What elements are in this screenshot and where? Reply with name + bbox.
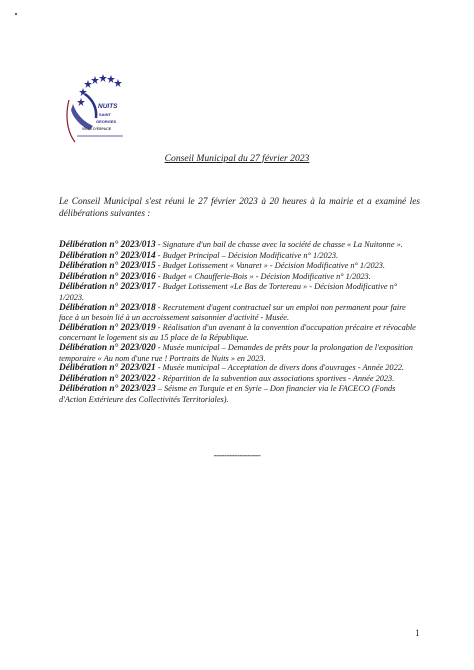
logo-stars bbox=[77, 74, 122, 106]
deliberation-text: - Réalisation d'un avenant à la convention d'occupation précaire et révocable concernant le logement sis au 15 place de la République. bbox=[59, 322, 416, 343]
deliberation-text: - Budget Principal – Décision Modificative n° 1/2023. bbox=[155, 250, 339, 260]
deliberation-text: - Musée municipal – Demandes de prêts pour la prolongation de l'exposition temporaire « Au nom d'une rue ! Portraits de Nuits » en 2023. bbox=[59, 342, 413, 363]
deliberation-text: - Répartition de la subvention aux associations sportives - Année 2023. bbox=[155, 373, 395, 383]
logo-line2: SAINT bbox=[99, 112, 111, 117]
intro-paragraph: Le Conseil Municipal s'est réuni le 27 février 2023 à 20 heures à la mairie et a examiné les délibérations suivantes : bbox=[59, 197, 420, 219]
deliberation-item bbox=[59, 323, 420, 343]
deliberation-text: – Séisme en Turquie et en Syrie – Don financier via le FACECO (Fonds d'Action Extérieure des Collectivités Territoriales). bbox=[59, 384, 396, 404]
page-number: 1 bbox=[415, 628, 420, 638]
deliberation-number: Délibération n° 2023/016 bbox=[59, 271, 156, 282]
deliberation-number: Délibération n° 2023/022 bbox=[59, 373, 156, 384]
deliberation-number: Délibération n° 2023/021 bbox=[59, 363, 156, 374]
deliberation-item bbox=[59, 240, 420, 251]
deliberation-item bbox=[59, 363, 420, 374]
deliberation-number: Délibération n° 2023/015 bbox=[59, 261, 156, 272]
deliberation-number: Délibération n° 2023/020 bbox=[59, 342, 156, 353]
deliberation-item bbox=[59, 374, 420, 385]
deliberation-list bbox=[59, 240, 420, 405]
deliberation-number: Délibération n° 2023/017 bbox=[59, 282, 156, 293]
deliberation-text: - Budget Lotissement « Vanaret » - Décision Modificative n° 1/2023. bbox=[155, 261, 385, 271]
deliberation-item bbox=[59, 272, 420, 283]
logo-line4: VILLE D'ESPACE bbox=[82, 127, 112, 131]
deliberation-item bbox=[59, 251, 420, 262]
nuits-saint-georges-logo bbox=[63, 70, 135, 152]
deliberation-text: - Budget « Chaufferie-Bois » - Décision Modificative n° 1/2023. bbox=[155, 271, 371, 281]
logo-line3: GEORGES bbox=[96, 119, 117, 124]
logo-name: NUITS bbox=[98, 103, 118, 110]
document-title: Conseil Municipal du 27 février 2023 bbox=[164, 153, 310, 164]
deliberation-text: - Signature d'un bail de chasse avec la société de chasse « La Nuitonne ». bbox=[155, 240, 403, 249]
deliberation-number: Délibération n° 2023/014 bbox=[59, 250, 156, 261]
deliberation-number: Délibération n° 2023/018 bbox=[59, 302, 156, 313]
deliberation-item bbox=[59, 343, 420, 363]
stray-dot bbox=[15, 13, 17, 15]
deliberation-number: Délibération n° 2023/019 bbox=[59, 322, 156, 333]
deliberation-item bbox=[59, 261, 420, 272]
deliberation-text: - Budget Lotissement «Le Bas de Tortereau » - Décision Modificative n° 1/2023. bbox=[59, 282, 398, 302]
separator-line: ------------------ bbox=[213, 450, 261, 460]
deliberation-item bbox=[59, 384, 420, 404]
deliberation-number: Délibération n° 2023/013 bbox=[59, 240, 156, 250]
deliberation-text: - Musée municipal – Acceptation de divers dons d'ouvrages - Année 2022. bbox=[155, 363, 404, 373]
deliberation-item bbox=[59, 282, 420, 302]
deliberation-item bbox=[59, 303, 420, 323]
deliberation-text: - Recrutement d'agent contractuel sur un emploi non permanent pour faire face à un besoin lié à un accroissement saisonnier d'activité - Musée. bbox=[59, 302, 406, 323]
deliberation-number: Délibération n° 2023/023 bbox=[59, 384, 156, 395]
